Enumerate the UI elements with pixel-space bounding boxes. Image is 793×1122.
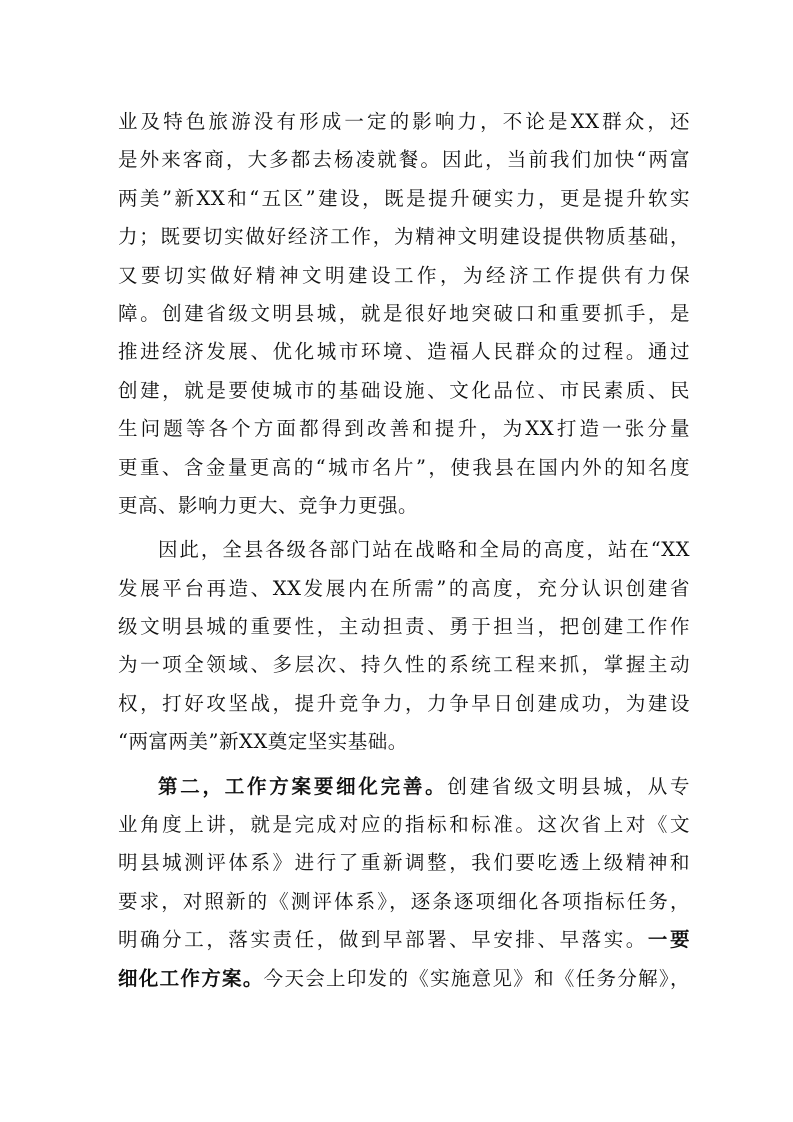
body-text: 创建省级文明县城，从专 xyxy=(447,774,690,798)
text-line xyxy=(118,921,690,959)
body-text: 要求，对照新的《测评体系》，逐条逐项细化各项指标任务， xyxy=(118,889,690,913)
text-line xyxy=(118,723,690,761)
text-line xyxy=(118,844,690,882)
body-text: 业角度上讲，就是完成对应的指标和标准。这次省上对《文 xyxy=(118,813,690,837)
text-line xyxy=(118,295,690,333)
bold-heading-text: 第二，工作方案要细化完善。 xyxy=(158,774,448,798)
document-body xyxy=(118,103,690,1004)
text-line xyxy=(118,646,690,684)
text-line xyxy=(118,372,690,410)
bold-heading-text: 细化工作方案。 xyxy=(118,966,264,990)
body-text: 因此，全县各级各部门站在战略和全局的高度，站在“XX xyxy=(158,538,690,562)
text-line xyxy=(118,449,690,487)
text-line xyxy=(118,685,690,723)
body-text: 权，打好攻坚战，提升竞争力，力争早日创建成功，为建设 xyxy=(118,691,690,715)
body-text: 又要切实做好精神文明建设工作，为经济工作提供有力保 xyxy=(118,263,690,287)
text-line xyxy=(118,103,690,141)
paragraph xyxy=(118,103,690,525)
body-text: 今天会上印发的《实施意见》和《任务分解》， xyxy=(263,966,690,990)
text-line xyxy=(118,768,690,806)
text-line xyxy=(118,960,690,998)
bold-heading-text: 一要 xyxy=(647,928,690,952)
text-line xyxy=(118,410,690,448)
text-line xyxy=(118,218,690,256)
body-text: “两富两美”新XX奠定坚实基础。 xyxy=(118,730,408,754)
paragraph xyxy=(118,531,690,761)
text-line xyxy=(118,180,690,218)
text-line xyxy=(118,257,690,295)
body-text: 生问题等各个方面都得到改善和提升，为XX打造一张分量 xyxy=(118,417,690,441)
text-line xyxy=(118,883,690,921)
body-text: 为一项全领域、多层次、持久性的系统工程来抓，掌握主动 xyxy=(118,653,690,677)
body-text: 创建，就是要使城市的基础设施、文化品位、市民素质、民 xyxy=(118,378,690,402)
body-text: 推进经济发展、优化城市环境、造福人民群众的过程。通过 xyxy=(118,340,690,364)
body-text: 明确分工，落实责任，做到早部署、早安排、早落实。 xyxy=(118,928,648,952)
text-line xyxy=(118,806,690,844)
body-text: 更重、含金量更高的“城市名片”，使我县在国内外的知名度 xyxy=(118,455,690,479)
body-text: 明县城测评体系》进行了重新调整，我们要吃透上级精神和 xyxy=(118,851,690,875)
body-text: 力；既要切实做好经济工作，为精神文明建设提供物质基础， xyxy=(118,225,690,249)
text-line xyxy=(118,141,690,179)
body-text: 级文明县城的重要性，主动担责、勇于担当，把创建工作作 xyxy=(118,615,690,639)
body-text: 发展平台再造、XX发展内在所需”的高度，充分认识创建省 xyxy=(118,576,690,600)
text-line xyxy=(118,487,690,525)
body-text: 是外来客商，大多都去杨凌就餐。因此，当前我们加快“两富 xyxy=(118,148,690,172)
body-text: 业及特色旅游没有形成一定的影响力，不论是XX群众，还 xyxy=(118,110,690,133)
text-line xyxy=(118,608,690,646)
text-line xyxy=(118,333,690,371)
text-line xyxy=(118,570,690,608)
paragraph xyxy=(118,768,690,998)
body-text: 两美”新XX和“五区”建设，既是提升硬实力，更是提升软实 xyxy=(118,186,690,210)
body-text: 障。创建省级文明县城，就是很好地突破口和重要抓手，是 xyxy=(118,301,690,325)
body-text: 更高、影响力更大、竞争力更强。 xyxy=(118,493,419,517)
text-line xyxy=(118,531,690,569)
